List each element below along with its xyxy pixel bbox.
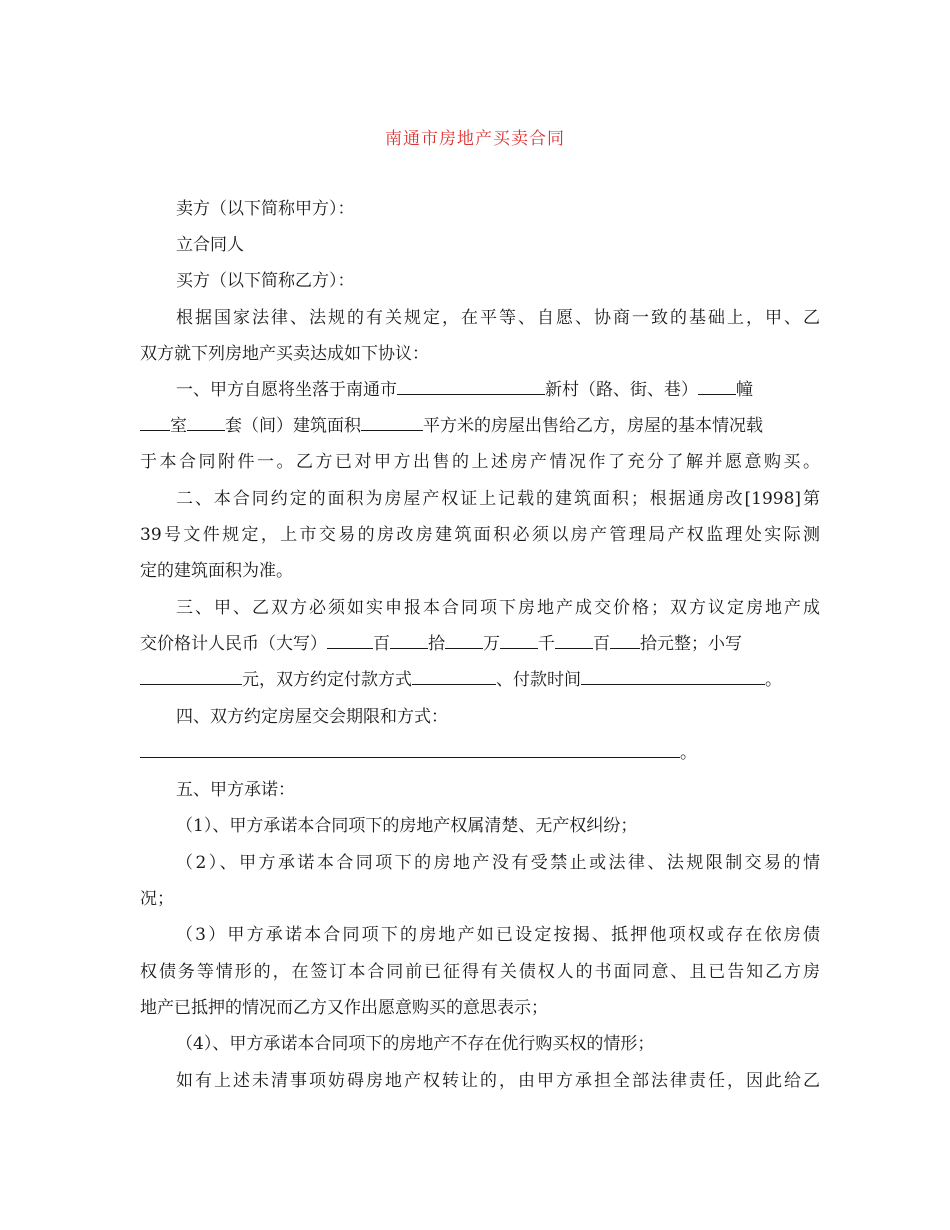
- promise-3-line-3: 地产已抵押的情况而乙方又作出愿意购买的意思表示；: [140, 998, 548, 1018]
- area-blank[interactable]: [361, 414, 423, 431]
- price-blank-5[interactable]: [555, 632, 593, 649]
- unit-bai-1: 百: [373, 634, 390, 654]
- clause-3-text-a: 交价格计人民币（大写）: [140, 634, 327, 654]
- location-blank[interactable]: [397, 378, 545, 395]
- room-blank[interactable]: [140, 414, 170, 431]
- clause-3-line-2: [140, 632, 820, 656]
- price-blank-1[interactable]: [327, 632, 373, 649]
- payment-time-blank[interactable]: [581, 668, 765, 685]
- buyer-line: 买方（以下简称乙方）：: [176, 271, 355, 291]
- clause-1-line-1: [176, 378, 820, 402]
- promise-4: （4）、甲方承诺本合同项下的房地产不存在优行购买权的情形；: [176, 1034, 655, 1054]
- clause-3-line-3: [140, 668, 820, 692]
- seller-line: 卖方（以下简称甲方）：: [176, 199, 355, 219]
- clause-2-line-2: 39号文件规定，上市交易的房改房建筑面积必须以房产管理局产权监理处实际测: [140, 525, 820, 545]
- clause-1-text-c: 幢: [736, 380, 753, 400]
- price-blank-4[interactable]: [500, 632, 538, 649]
- unit-qian: 千: [538, 634, 555, 654]
- handover-blank[interactable]: [140, 741, 680, 758]
- clause-1-text-a: 一、甲方自愿将坐落于南通市: [176, 380, 397, 400]
- promise-3-line-1: （3）甲方承诺本合同项下的房地产如已设定按揭、抵押他项权或存在依房债: [176, 925, 820, 945]
- clause-2-line-3: 定的建筑面积为准。: [140, 561, 293, 581]
- clause-3-end: 。: [765, 670, 782, 690]
- unit-bai-2: 百: [593, 634, 610, 654]
- preamble-line-1: 根据国家法律、法规的有关规定，在平等、自愿、协商一致的基础上，甲、乙: [176, 308, 820, 328]
- promise-2-line-2: 况；: [140, 889, 174, 909]
- clause-3-text-b: 拾元整；小写: [640, 634, 742, 654]
- price-blank-2[interactable]: [390, 632, 428, 649]
- clause-4-end: 。: [680, 743, 697, 763]
- clause-1-line-3: 于本合同附件一。乙方已对甲方出售的上述房产情况作了充分了解并愿意购买。: [140, 452, 820, 472]
- promise-2-line-1: （2）、甲方承诺本合同项下的房地产没有受禁止或法律、法规限制交易的情: [176, 853, 820, 873]
- amount-blank[interactable]: [140, 668, 242, 685]
- clause-3-text-d: 、付款时间: [496, 670, 581, 690]
- price-blank-6[interactable]: [610, 632, 640, 649]
- clause-1-text-b: 新村（路、街、巷）: [545, 380, 698, 400]
- clause-3-line-1: 三、甲、乙双方必须如实申报本合同项下房地产成交价格；双方议定房地产成: [176, 598, 820, 618]
- clause-2-line-1: 二、本合同约定的面积为房屋产权证上记载的建筑面积；根据通房改[1998]第: [176, 489, 820, 509]
- clause-1-text-e: 套（间）建筑面积: [225, 416, 361, 436]
- unit-blank[interactable]: [187, 414, 225, 431]
- clause-1-text-d: 室: [170, 416, 187, 436]
- clause-4-line-1: 四、双方约定房屋交会期限和方式：: [176, 707, 448, 727]
- liability-line: 如有上述未清事项妨碍房地产权转让的，由甲方承担全部法律责任，因此给乙: [176, 1071, 820, 1091]
- unit-wan: 万: [483, 634, 500, 654]
- clause-5-heading: 五、甲方承诺：: [176, 780, 295, 800]
- clause-3-text-c: 元，双方约定付款方式: [242, 670, 412, 690]
- price-blank-3[interactable]: [445, 632, 483, 649]
- clause-1-text-f: 平方米的房屋出售给乙方，房屋的基本情况载: [423, 416, 763, 436]
- building-blank[interactable]: [698, 378, 736, 395]
- promise-3-line-2: 权债务等情形的，在签订本合同前已征得有关债权人的书面同意、且已告知乙方房: [140, 962, 820, 982]
- document-title: 南通市房地产买卖合同: [385, 129, 565, 149]
- clause-4-line-2: [140, 741, 820, 765]
- unit-shi: 拾: [428, 634, 445, 654]
- clause-1-line-2: [140, 414, 820, 438]
- preamble-line-2: 双方就下列房地产买卖达成如下协议：: [140, 344, 429, 364]
- payment-method-blank[interactable]: [412, 668, 496, 685]
- signatory-line: 立合同人: [176, 235, 244, 255]
- promise-1: （1）、甲方承诺本合同项下的房地产权属清楚、无产权纠纷；: [176, 816, 638, 836]
